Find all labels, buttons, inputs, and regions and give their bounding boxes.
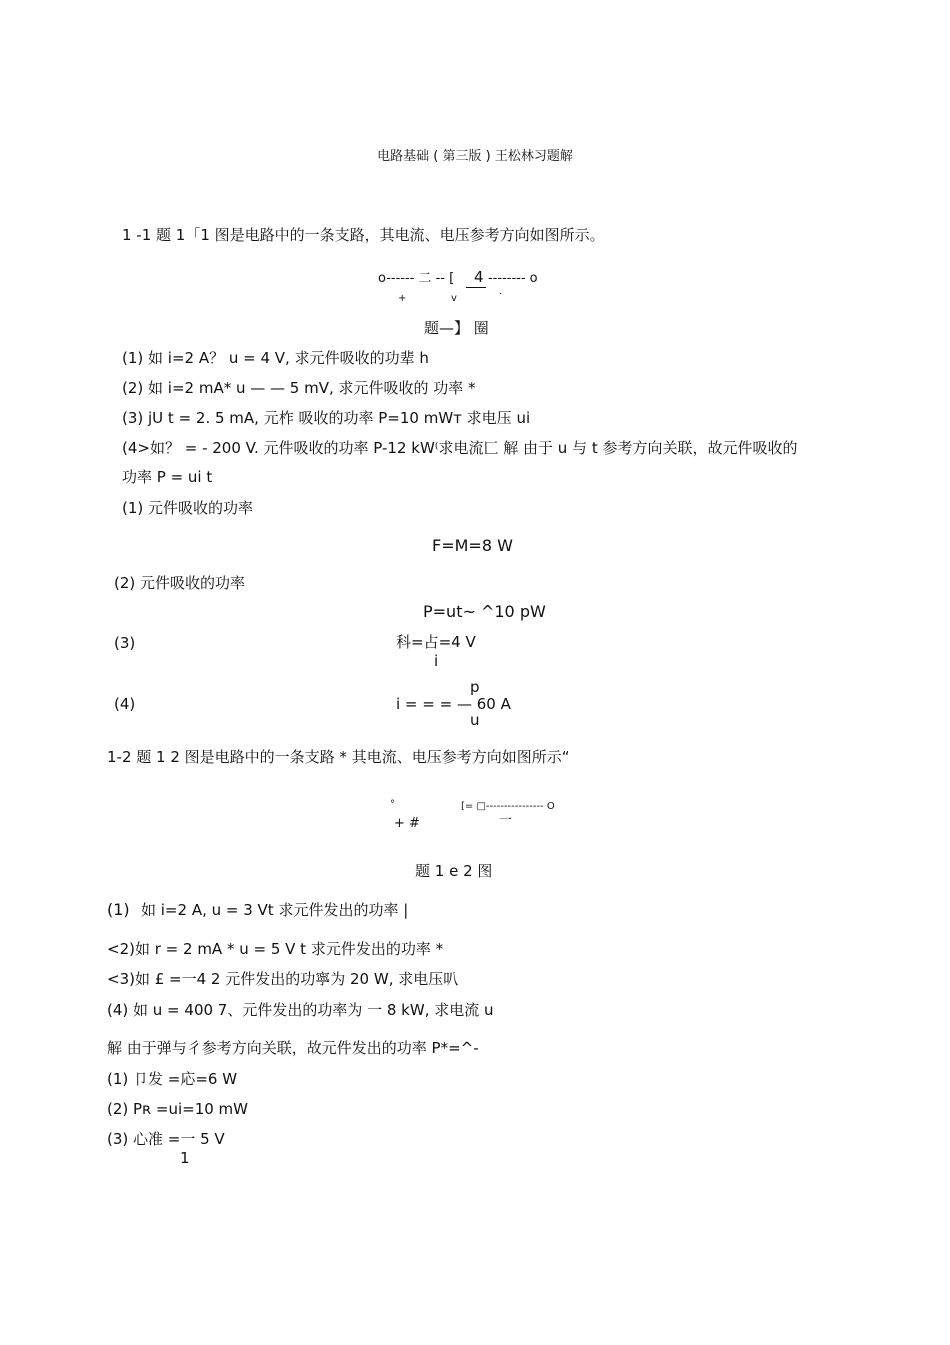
question-4-continued: 功率 P = ui t xyxy=(122,468,213,486)
circuit-plus: + xyxy=(398,293,407,304)
question2-1-number: (1) xyxy=(107,900,130,919)
answer2-3: (3) 心准 =一 5 V xyxy=(107,1130,225,1148)
circuit-v: v xyxy=(451,293,457,304)
formula-2: P=ut~ ^10 pW xyxy=(423,602,546,621)
formula-4-denominator: u xyxy=(470,711,480,729)
solution-4-label: (4) xyxy=(114,695,136,713)
figure-caption-1-1: 题—】 圈 xyxy=(424,319,489,337)
answer2-1: (1) 卩发 =応=6 W xyxy=(107,1070,238,1088)
question2-1: 如 i=2 A, u = 3 Vt 求元件发出的功率 | xyxy=(141,901,409,919)
formula-4: i = = = — 60 A xyxy=(396,695,511,713)
page-title: 电路基础 ( 第三版 ) 王松林习题解 xyxy=(377,149,573,164)
formula-3-denominator: i xyxy=(434,652,439,670)
circuit2-degree: ° xyxy=(390,799,395,810)
circuit-box-underline xyxy=(466,287,486,288)
solution-2-intro: 解 由于弹与彳参考方向关联，故元件发出的功率 P*=^- xyxy=(107,1039,479,1057)
solution-2-label: (2) 元件吸收的功率 xyxy=(114,574,246,592)
circuit2-dash: 一 xyxy=(499,813,513,828)
question2-2: <2)如 r = 2 mA * u = 5 V t 求元件发出的功率 * xyxy=(107,940,444,958)
problem-1-2-intro: 1-2 题 1 2 图是电路中的一条支路 * 其电流、电压参考方向如图所示“ xyxy=(107,748,570,766)
circuit-left: o------ 二 -- [ xyxy=(378,271,455,286)
formula-4-numerator: p xyxy=(470,678,480,696)
solution-1-label: (1) 元件吸收的功率 xyxy=(122,499,254,517)
question-4: (4>如？ = - 200 V. 元件吸收的功率 P-12 kW⁽求电流匚 解 由于 u 与 t 参考方向关联，故元件吸收的 xyxy=(122,439,798,457)
question2-3: <3)如 £ =一4 2 元件发出的功寧为 20 W, 求电压叭 xyxy=(107,970,459,988)
circuit-value: 4 xyxy=(474,268,484,286)
question2-4: (4) 如 u = 400 7、元件发出的功率为 一 8 kW, 求电流 u xyxy=(107,1001,494,1019)
answer2-2: (2) Pʀ =ui=10 mW xyxy=(107,1100,248,1118)
figure-caption-1-2: 题 1 e 2 图 xyxy=(415,862,493,880)
problem-1-1-intro: 1 -1 题 1「1 图是电路中的一条支路，其电流、电压参考方向如图所示。 xyxy=(122,226,605,244)
circuit-dot: · xyxy=(499,289,503,300)
solution-3-label: (3) xyxy=(114,634,136,652)
question-3: (3) jU t = 2. 5 mA, 元柞 吸收的功率 P=10 mWт 求电压 ui xyxy=(122,409,531,427)
answer2-3-denominator: 1 xyxy=(180,1149,190,1167)
question-1: (1) 如 i=2 A？ u = 4 V, 求元件吸收的功辈 h xyxy=(122,349,429,367)
question-2: (2) 如 i=2 mA* u — — 5 mV, 求元件吸收的 功率 * xyxy=(122,379,476,397)
formula-1: F=M=8 W xyxy=(432,536,513,555)
circuit2-box: [= □---------------- O xyxy=(461,801,555,812)
circuit-right: -------- o xyxy=(488,271,538,286)
circuit2-plus: + # xyxy=(394,816,420,831)
formula-3: 科=占=4 V xyxy=(396,633,476,651)
